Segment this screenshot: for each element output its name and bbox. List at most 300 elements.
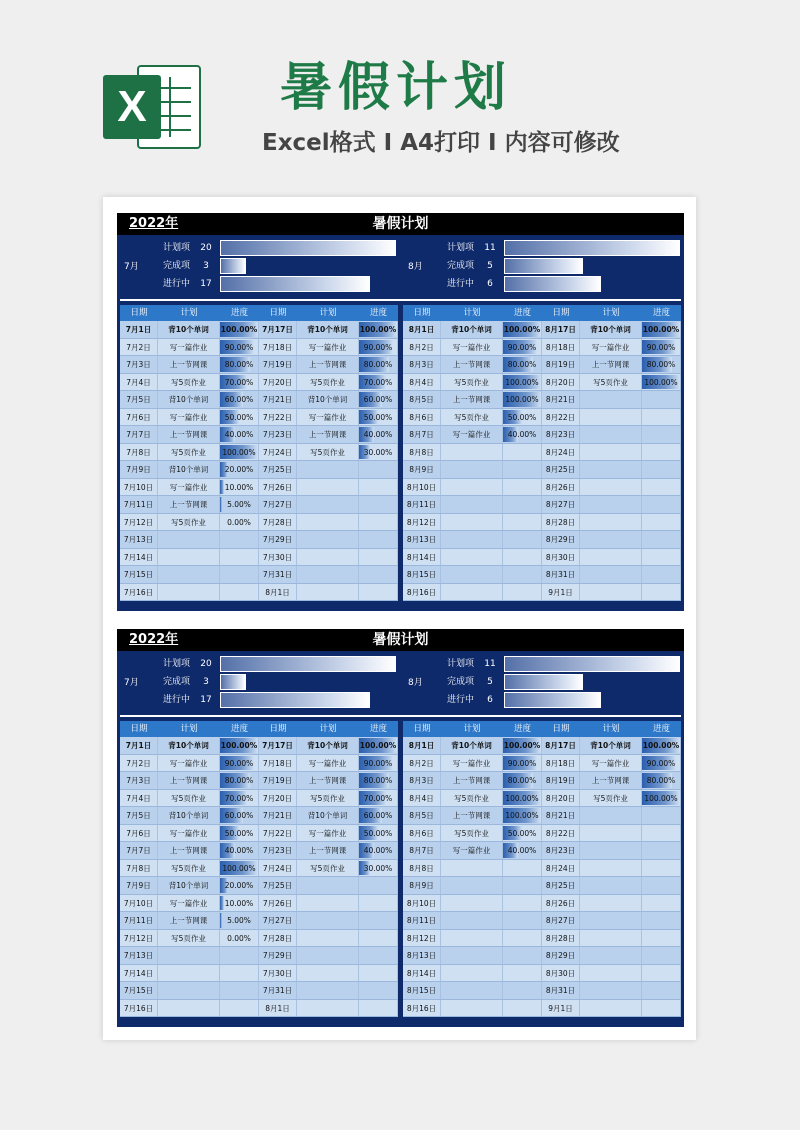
progress-cell [220, 737, 259, 754]
sheet-title: 暑假计划 [372, 216, 429, 232]
date-cell: 8月17日 [542, 321, 580, 338]
plan-cell [297, 549, 359, 566]
date-cell: 8月29日 [542, 947, 580, 964]
table-row [120, 755, 398, 773]
subtitle-print: A4打印 [400, 130, 481, 156]
date-cell: 8月28日 [542, 514, 580, 531]
date-cell: 8月25日 [542, 877, 580, 894]
progress-cell [503, 496, 542, 513]
plan-cell: 背10个单词 [297, 321, 359, 338]
progress-cell [220, 860, 259, 877]
date-cell: 7月9日 [120, 877, 158, 894]
summary-row-done [154, 257, 398, 275]
date-cell: 8月13日 [403, 531, 441, 548]
date-cell: 8月1日 [403, 321, 441, 338]
plan-cell [441, 965, 503, 982]
progress-cell [220, 391, 259, 408]
date-cell: 8月26日 [542, 895, 580, 912]
summary-bar [220, 674, 246, 690]
subtitle-separator: I [383, 130, 393, 156]
table-row [403, 982, 681, 1000]
date-cell: 8月12日 [403, 930, 441, 947]
progress-cell [220, 912, 259, 929]
progress-cell [220, 409, 259, 426]
date-cell: 8月1日 [259, 1000, 297, 1017]
date-cell: 8月23日 [542, 426, 580, 443]
progress-cell [503, 947, 542, 964]
column-header: 进度 [513, 308, 531, 318]
progress-cell [220, 772, 259, 789]
date-cell: 7月10日 [120, 479, 158, 496]
date-cell: 7月23日 [259, 842, 297, 859]
column-header: 进度 [513, 724, 531, 734]
plan-cell [580, 566, 642, 583]
table-row [120, 912, 398, 930]
date-cell: 8月2日 [403, 339, 441, 356]
paper [103, 197, 696, 1040]
progress-cell [359, 444, 398, 461]
progress-value: 50.00% [363, 412, 393, 422]
progress-cell [503, 549, 542, 566]
date-cell: 7月2日 [120, 339, 158, 356]
progress-cell [359, 339, 398, 356]
july-table [120, 721, 398, 1017]
progress-cell [220, 339, 259, 356]
summary-value: 3 [203, 261, 209, 271]
table-row [403, 895, 681, 913]
date-cell: 8月20日 [542, 790, 580, 807]
column-header: 进度 [230, 308, 248, 318]
date-cell: 8月9日 [403, 877, 441, 894]
date-cell: 7月23日 [259, 426, 297, 443]
progress-cell [359, 461, 398, 478]
column-header: 日期 [130, 308, 148, 318]
progress-value: 50.00% [363, 828, 393, 838]
progress-value: 20.00% [224, 465, 254, 474]
date-cell: 8月5日 [403, 391, 441, 408]
plan-cell: 背10个单词 [580, 737, 642, 754]
table-row [120, 531, 398, 549]
progress-cell [503, 965, 542, 982]
date-cell: 7月29日 [259, 947, 297, 964]
date-cell: 7月14日 [120, 549, 158, 566]
progress-cell [642, 807, 681, 824]
plan-cell [297, 965, 359, 982]
plan-cell [441, 895, 503, 912]
date-cell: 8月19日 [542, 356, 580, 373]
plan-cell [441, 444, 503, 461]
date-cell: 7月31日 [259, 982, 297, 999]
progress-cell [220, 426, 259, 443]
plan-cell: 上一节网课 [297, 772, 359, 789]
summary-bar [504, 276, 601, 292]
progress-fill [220, 896, 224, 911]
progress-value: 40.00% [507, 430, 537, 439]
summary-row-progress [438, 691, 682, 709]
progress-fill [220, 480, 224, 495]
date-cell: 8月8日 [403, 860, 441, 877]
plan-cell [158, 1000, 220, 1017]
progress-cell [220, 755, 259, 772]
date-cell: 8月20日 [542, 374, 580, 391]
plan-cell: 写5页作业 [297, 860, 359, 877]
plan-cell [441, 860, 503, 877]
date-cell: 8月7日 [403, 842, 441, 859]
progress-cell [642, 1000, 681, 1017]
sheet-header [117, 629, 684, 651]
progress-cell [503, 1000, 542, 1017]
plan-cell: 背10个单词 [158, 877, 220, 894]
plan-cell: 上一节网课 [580, 772, 642, 789]
progress-cell [503, 479, 542, 496]
table-row [403, 339, 681, 357]
table-row [120, 965, 398, 983]
table-row [403, 965, 681, 983]
progress-value: 100.00% [222, 447, 256, 457]
date-cell: 7月26日 [259, 479, 297, 496]
table-header [120, 305, 398, 321]
plan-cell [441, 531, 503, 548]
column-header: 进度 [369, 308, 387, 318]
date-cell: 7月30日 [259, 965, 297, 982]
table-row [403, 374, 681, 392]
date-cell: 7月8日 [120, 444, 158, 461]
sheet-header [117, 213, 684, 235]
progress-value: 40.00% [363, 846, 393, 855]
progress-cell [503, 912, 542, 929]
plan-cell: 写一篇作业 [441, 842, 503, 859]
summary-bar [220, 656, 396, 672]
plan-cell: 上一节网课 [441, 807, 503, 824]
plan-cell: 背10个单词 [158, 737, 220, 754]
column-header: 进度 [652, 308, 670, 318]
progress-cell [642, 531, 681, 548]
plan-cell: 上一节网课 [441, 772, 503, 789]
progress-value: 100.00% [220, 325, 258, 334]
date-cell: 7月17日 [259, 737, 297, 754]
date-cell: 8月6日 [403, 825, 441, 842]
plan-cell: 写5页作业 [158, 444, 220, 461]
plan-cell [297, 947, 359, 964]
plan-cell [297, 479, 359, 496]
summary-value: 11 [484, 659, 496, 669]
progress-cell [359, 842, 398, 859]
summary-label: 进行中 [162, 695, 190, 705]
summary-row-done [154, 673, 398, 691]
date-cell: 8月10日 [403, 895, 441, 912]
plan-cell: 写5页作业 [441, 374, 503, 391]
plan-cell: 上一节网课 [158, 842, 220, 859]
progress-cell [359, 426, 398, 443]
progress-value: 90.00% [224, 758, 254, 768]
summary-value: 5 [487, 677, 493, 687]
plan-cell: 背10个单词 [297, 737, 359, 754]
progress-value: 0.00% [227, 517, 251, 527]
table-header [403, 721, 681, 737]
plan-cell [441, 877, 503, 894]
plan-cell: 写一篇作业 [297, 339, 359, 356]
table-row [403, 825, 681, 843]
date-cell: 8月13日 [403, 947, 441, 964]
date-cell: 8月24日 [542, 444, 580, 461]
progress-cell [503, 895, 542, 912]
summary-bar [220, 258, 246, 274]
summary-label: 进行中 [446, 695, 474, 705]
plan-cell: 上一节网课 [158, 912, 220, 929]
summary-bar [220, 692, 370, 708]
plan-cell [580, 982, 642, 999]
table-row [120, 321, 398, 339]
date-cell: 8月25日 [542, 461, 580, 478]
date-cell: 7月14日 [120, 965, 158, 982]
plan-cell: 上一节网课 [441, 391, 503, 408]
progress-value: 100.00% [359, 741, 397, 750]
table-row [120, 391, 398, 409]
progress-cell [642, 912, 681, 929]
progress-cell [359, 912, 398, 929]
column-header: 计划 [180, 308, 198, 318]
plan-cell [441, 566, 503, 583]
plan-cell: 写一篇作业 [580, 339, 642, 356]
date-cell: 8月15日 [403, 982, 441, 999]
date-cell: 7月15日 [120, 982, 158, 999]
logo-letter: X [103, 75, 161, 139]
summary-label: 完成项 [446, 261, 474, 271]
progress-cell [642, 755, 681, 772]
progress-value: 10.00% [224, 898, 254, 908]
date-cell: 7月21日 [259, 391, 297, 408]
table-row [120, 807, 398, 825]
subtitle-editable: 内容可修改 [504, 130, 620, 156]
date-cell: 8月21日 [542, 807, 580, 824]
progress-cell [359, 982, 398, 999]
date-cell: 7月22日 [259, 409, 297, 426]
summary-value: 17 [200, 695, 212, 705]
plan-cell [580, 860, 642, 877]
divider [120, 715, 681, 717]
plan-cell: 写一篇作业 [158, 409, 220, 426]
column-header: 进度 [652, 724, 670, 734]
column-header: 计划 [319, 724, 337, 734]
table-row [120, 790, 398, 808]
progress-cell [359, 391, 398, 408]
date-cell: 7月4日 [120, 374, 158, 391]
date-cell: 8月30日 [542, 549, 580, 566]
column-header: 计划 [602, 308, 620, 318]
plan-cell: 写5页作业 [297, 444, 359, 461]
plan-cell [158, 549, 220, 566]
column-header: 计划 [463, 308, 481, 318]
date-cell: 8月18日 [542, 755, 580, 772]
progress-value: 100.00% [222, 863, 256, 873]
table-row [120, 496, 398, 514]
plan-cell: 上一节网课 [158, 496, 220, 513]
progress-value: 60.00% [363, 395, 393, 404]
progress-cell [642, 982, 681, 999]
plan-cell: 写一篇作业 [158, 339, 220, 356]
date-cell: 8月14日 [403, 965, 441, 982]
progress-value: 40.00% [363, 430, 393, 439]
date-cell: 8月27日 [542, 496, 580, 513]
progress-cell [220, 584, 259, 601]
progress-cell [503, 772, 542, 789]
plan-cell [580, 930, 642, 947]
progress-cell [503, 930, 542, 947]
plan-cell [580, 877, 642, 894]
table-row [403, 584, 681, 602]
progress-value: 80.00% [224, 360, 254, 369]
plan-cell [297, 531, 359, 548]
date-cell: 8月28日 [542, 930, 580, 947]
progress-cell [642, 965, 681, 982]
plan-cell: 写一篇作业 [158, 825, 220, 842]
progress-cell [220, 930, 259, 947]
plan-cell [580, 549, 642, 566]
plan-cell: 上一节网课 [158, 356, 220, 373]
plan-cell [441, 982, 503, 999]
progress-value: 5.00% [227, 916, 251, 925]
plan-cell: 背10个单词 [580, 321, 642, 338]
date-cell: 7月1日 [120, 737, 158, 754]
date-cell: 8月23日 [542, 842, 580, 859]
date-cell: 7月27日 [259, 496, 297, 513]
progress-cell [503, 339, 542, 356]
date-cell: 7月7日 [120, 426, 158, 443]
table-row [403, 930, 681, 948]
date-cell: 8月9日 [403, 461, 441, 478]
plan-cell [580, 496, 642, 513]
plan-cell: 上一节网课 [158, 426, 220, 443]
plan-cell [158, 947, 220, 964]
progress-value: 100.00% [505, 395, 539, 404]
summary-value: 17 [200, 279, 212, 289]
column-header: 日期 [130, 724, 148, 734]
table-header [120, 721, 398, 737]
progress-cell [220, 514, 259, 531]
date-cell: 7月25日 [259, 877, 297, 894]
progress-value: 40.00% [224, 430, 254, 439]
page-subtitle [262, 128, 682, 158]
summary-row-progress [438, 275, 682, 293]
progress-value: 90.00% [646, 342, 676, 352]
table-row [120, 584, 398, 602]
progress-value: 80.00% [646, 360, 676, 369]
column-header: 计划 [463, 724, 481, 734]
date-cell: 7月27日 [259, 912, 297, 929]
progress-cell [503, 531, 542, 548]
progress-value: 100.00% [503, 741, 541, 750]
date-cell: 8月27日 [542, 912, 580, 929]
summary-month: 7月 [124, 262, 139, 272]
column-header: 日期 [552, 308, 570, 318]
progress-value: 90.00% [507, 342, 537, 352]
date-cell: 7月18日 [259, 339, 297, 356]
summary-row-plan [154, 239, 398, 257]
plan-cell [441, 479, 503, 496]
table-row [403, 514, 681, 532]
progress-cell [642, 549, 681, 566]
progress-value: 80.00% [363, 776, 393, 785]
progress-cell [503, 444, 542, 461]
table-row [120, 339, 398, 357]
progress-cell [220, 825, 259, 842]
summary-month: 8月 [408, 262, 423, 272]
table-row [403, 549, 681, 567]
table-row [403, 790, 681, 808]
plan-cell [297, 514, 359, 531]
table-row [403, 772, 681, 790]
table-row [403, 807, 681, 825]
progress-cell [359, 947, 398, 964]
date-cell: 7月6日 [120, 825, 158, 842]
date-cell: 8月4日 [403, 790, 441, 807]
plan-cell [441, 1000, 503, 1017]
plan-cell: 背10个单词 [297, 391, 359, 408]
plan-cell: 上一节网课 [441, 356, 503, 373]
progress-cell [359, 409, 398, 426]
date-cell: 7月6日 [120, 409, 158, 426]
progress-cell [220, 842, 259, 859]
date-cell: 7月29日 [259, 531, 297, 548]
summary-value: 20 [200, 243, 212, 253]
progress-cell [642, 391, 681, 408]
sheet-title: 暑假计划 [372, 632, 429, 648]
table-row [403, 479, 681, 497]
progress-value: 50.00% [507, 412, 537, 422]
progress-value: 70.00% [224, 793, 254, 803]
progress-cell [503, 842, 542, 859]
progress-cell [642, 825, 681, 842]
plan-cell [580, 584, 642, 601]
plan-cell [297, 912, 359, 929]
date-cell: 7月22日 [259, 825, 297, 842]
excel-logo-icon [103, 57, 207, 157]
table-row [120, 982, 398, 1000]
plan-cell [580, 947, 642, 964]
date-cell: 8月12日 [403, 514, 441, 531]
summary-august [404, 239, 684, 295]
table-row [120, 444, 398, 462]
date-cell: 8月30日 [542, 965, 580, 982]
date-cell: 7月7日 [120, 842, 158, 859]
date-cell: 8月6日 [403, 409, 441, 426]
progress-fill [220, 497, 222, 512]
plan-cell: 写一篇作业 [580, 755, 642, 772]
plan-cell: 写5页作业 [297, 790, 359, 807]
table-row [120, 825, 398, 843]
progress-value: 100.00% [505, 811, 539, 820]
plan-cell: 上一节网课 [297, 426, 359, 443]
july-table [120, 305, 398, 601]
progress-cell [359, 807, 398, 824]
plan-cell [580, 965, 642, 982]
summary-label: 计划项 [162, 659, 190, 669]
table-row [120, 895, 398, 913]
plan-cell: 写5页作业 [158, 930, 220, 947]
date-cell: 7月11日 [120, 912, 158, 929]
table-header [403, 305, 681, 321]
progress-cell [359, 584, 398, 601]
progress-cell [503, 860, 542, 877]
progress-cell [642, 930, 681, 947]
date-cell: 8月5日 [403, 807, 441, 824]
progress-cell [359, 531, 398, 548]
progress-cell [642, 444, 681, 461]
date-cell: 7月11日 [120, 496, 158, 513]
plan-cell [158, 531, 220, 548]
progress-value: 100.00% [644, 377, 678, 387]
progress-value: 100.00% [503, 325, 541, 334]
